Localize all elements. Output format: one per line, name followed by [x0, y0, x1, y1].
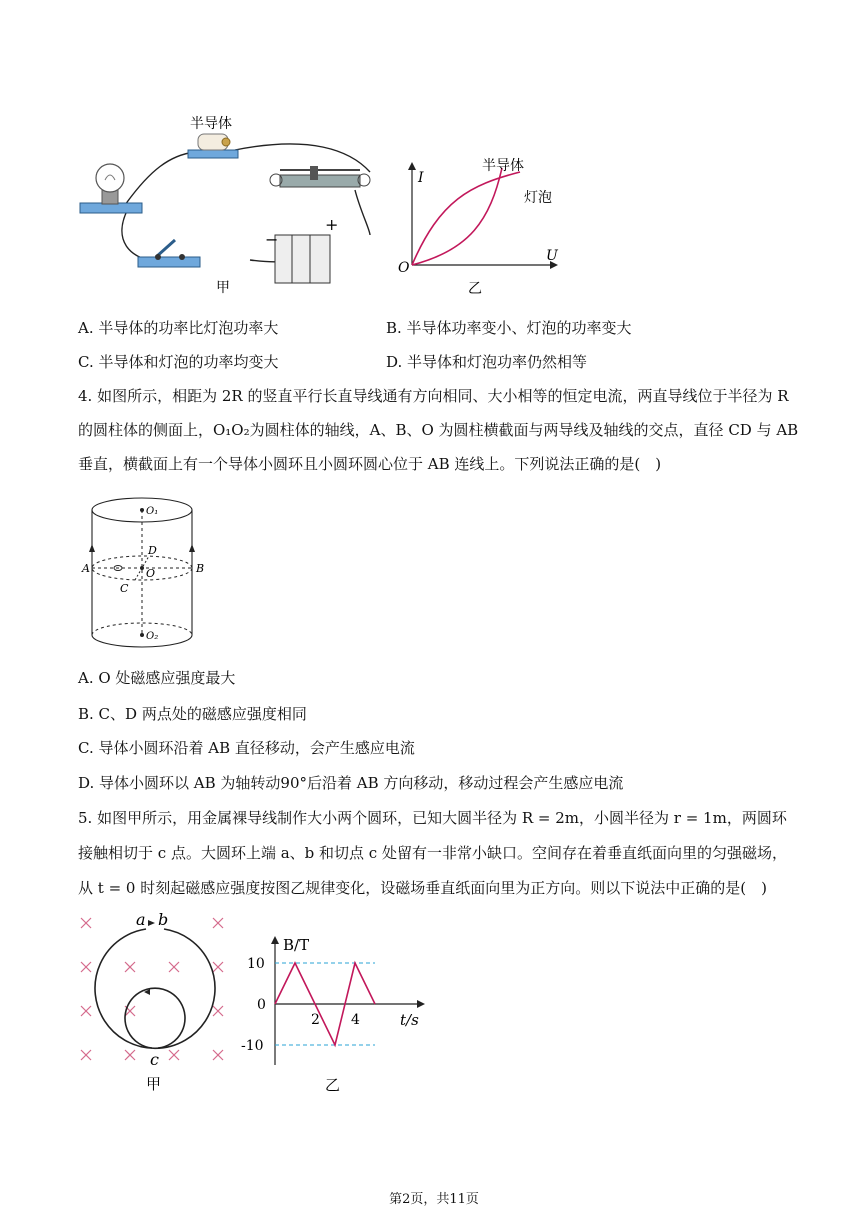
- semiconductor-curve-label: 半导体: [482, 158, 524, 174]
- label-c: c: [150, 1050, 159, 1069]
- switch-board: [138, 257, 200, 267]
- q3-option-b: B. 半导体功率变小、灯泡的功率变大: [386, 319, 632, 337]
- figure-label-yi: 乙: [325, 1076, 341, 1094]
- bulb-icon: [96, 164, 124, 192]
- bt-chart: [235, 930, 435, 1095]
- x-axis-label: t/s: [400, 1011, 419, 1029]
- label-o: O: [146, 567, 156, 580]
- label-o1: O₁: [146, 506, 159, 517]
- current-arrow-icon: [189, 544, 195, 552]
- semiconductor-label: 半导体: [190, 116, 232, 132]
- axis-u-label: U: [546, 248, 558, 264]
- figure-label-jia: 甲: [216, 280, 230, 296]
- q5-stem-line1: 5. 如图甲所示，用金属裸导线制作大小两个圆环，已知大圆半径为 R = 2m，小圆半径为 r = 1m，两圆环: [78, 809, 787, 827]
- wire: [235, 144, 370, 172]
- figure-label-yi: 乙: [468, 281, 482, 297]
- battery-plus: +: [325, 215, 339, 234]
- q4-stem-line3: 垂直，横截面上有一个导体小圆环且小圆环圆心位于 AB 连线上。下列说法正确的是( ): [78, 455, 662, 473]
- q4-option-b: B. C、D 两点处的磁感应强度相同: [78, 705, 307, 723]
- lamp-curve-label: 灯泡: [524, 190, 552, 206]
- x-tick-4: 4: [351, 1012, 360, 1028]
- wire: [122, 205, 160, 262]
- semiconductor-board: [188, 150, 238, 158]
- label-c: C: [120, 582, 129, 595]
- axis-i-label: I: [418, 170, 424, 186]
- page-footer: 第2页，共11页: [389, 1192, 479, 1207]
- chart-axes: [271, 936, 425, 1065]
- label-b: B: [196, 562, 205, 575]
- q3-option-d: D. 半导体和灯泡功率仍然相等: [386, 353, 588, 371]
- current-arrow-icon: [89, 544, 95, 552]
- label-a: A: [82, 562, 90, 575]
- origin-label: O: [398, 260, 410, 276]
- q4-stem-line2: 的圆柱体的侧面上，O₁O₂为圆柱体的轴线，A、B、O 为圆柱横截面与两导线及轴线的交点，直径 CD 与 AB: [78, 421, 799, 439]
- q3-option-a: A. 半导体的功率比灯泡功率大: [78, 319, 279, 337]
- lamp-curve: [412, 172, 520, 265]
- rings-figure: [72, 905, 232, 1095]
- figure-label-jia: 甲: [146, 1075, 162, 1093]
- q4-stem-line1: 4. 如图所示，相距为 2R 的竖直平行长直导线通有方向相同、大小相等的恒定电流，两直导线位于半径为 R: [78, 387, 789, 405]
- label-a: a: [136, 910, 146, 929]
- battery-icon: [275, 235, 330, 283]
- q4-option-c: C. 导体小圆环沿着 AB 直径移动，会产生感应电流: [78, 739, 415, 757]
- circuit-figure: [70, 110, 570, 300]
- wire: [125, 152, 195, 205]
- cylinder-figure: [80, 490, 210, 655]
- arrow-icon: [148, 920, 155, 926]
- q4-option-a: A. O 处磁感应强度最大: [78, 669, 236, 687]
- q3-option-c: C. 半导体和灯泡的功率均变大: [78, 353, 279, 371]
- wire: [355, 190, 370, 235]
- iu-graph: [398, 157, 559, 297]
- label-o2: O₂: [146, 631, 159, 642]
- battery-minus: −: [265, 230, 279, 249]
- y-axis-label: B/T: [283, 936, 310, 954]
- rheostat-icon: [280, 175, 360, 187]
- y-tick-neg10: -10: [241, 1038, 264, 1054]
- q5-stem-line3: 从 t = 0 时刻起磁感应强度按图乙规律变化，设磁场垂直纸面向里为正方向。则以下说法中正确的是( ): [78, 879, 767, 897]
- small-ring: [125, 988, 185, 1048]
- q4-option-d: D. 导体小圆环以 AB 为轴转动90°后沿着 AB 方向移动，移动过程会产生感应电流: [78, 774, 624, 792]
- y-tick-0: 0: [257, 997, 266, 1013]
- x-tick-2: 2: [311, 1012, 320, 1028]
- label-b: b: [158, 910, 169, 929]
- label-d: D: [148, 544, 157, 557]
- y-tick-10: 10: [247, 956, 265, 972]
- q5-stem-line2: 接触相切于 c 点。大圆环上端 a、b 和切点 c 处留有一非常小缺口。空间存在着垂直纸面向里的匀强磁场，: [78, 844, 787, 862]
